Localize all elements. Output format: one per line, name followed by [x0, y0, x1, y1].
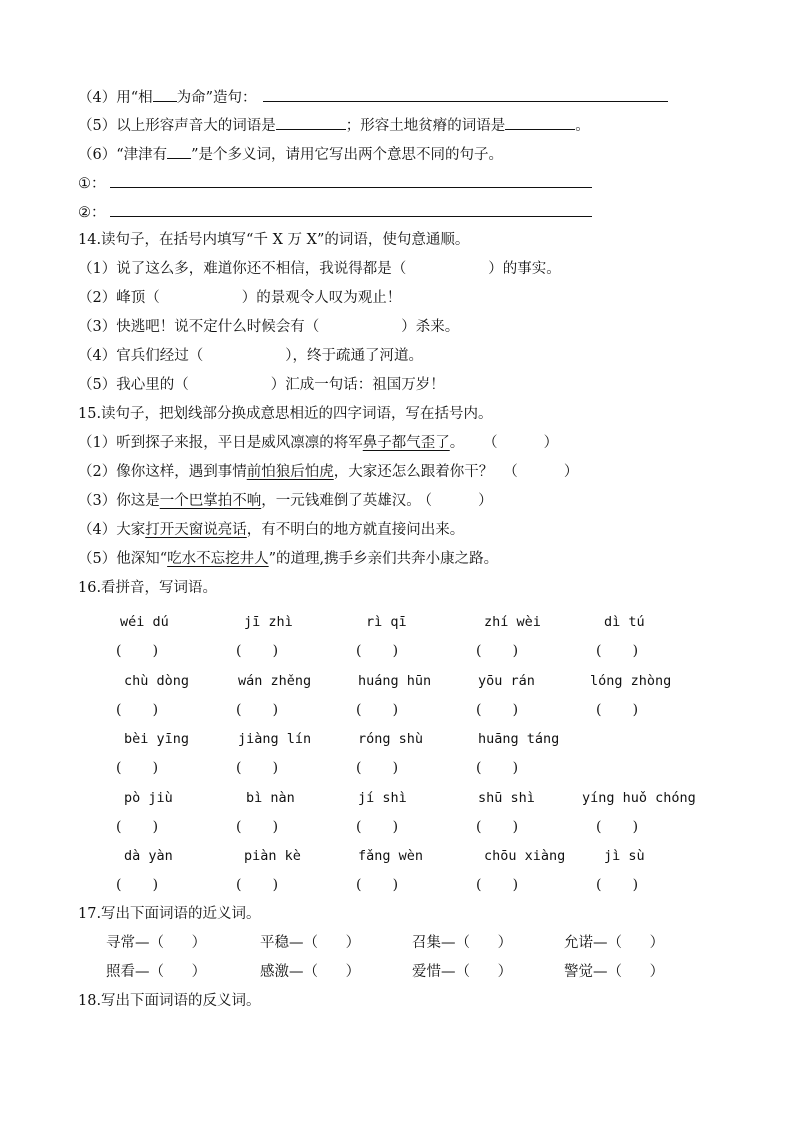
pinyin-answer-box[interactable]: ( ) [356, 760, 399, 776]
pinyin-answer-box[interactable]: ( ) [356, 702, 399, 718]
pinyin-answer-box[interactable]: ( ) [236, 643, 279, 659]
q15-item-5-pre: （5）他深知“ [78, 551, 168, 567]
pinyin-label: yōu rán [478, 673, 535, 689]
pinyin-label: lóng zhòng [590, 673, 672, 689]
q14-item-1-end: ）的事实。 [488, 261, 561, 277]
synonym-item[interactable]: 感激—（ ） [260, 964, 361, 980]
q15-item-1-pre: （1）听到探子来报，平日是威风凛凛的将军 [78, 435, 363, 451]
q14-title: 14.读句子，在括号内填写“千 X 万 X”的词语，使句意通顺。 [78, 232, 470, 248]
pinyin-answer-box[interactable]: ( ) [476, 643, 519, 659]
pinyin-label: piàn kè [244, 848, 301, 864]
pinyin-answer-box[interactable]: ( ) [596, 819, 639, 835]
pinyin-label: chōu xiàng [484, 848, 566, 864]
pinyin-label: wéi dú [120, 614, 169, 630]
pinyin-label: rì qī [366, 614, 407, 630]
q16-title: 16.看拼音，写词语。 [78, 580, 218, 596]
q13-answer-1-line[interactable] [110, 172, 592, 188]
pinyin-label: jí shì [358, 790, 407, 806]
pinyin-label: chù dòng [124, 673, 190, 689]
q15-item-1 [78, 433, 558, 453]
q14-item-3-end: ）杀来。 [401, 319, 460, 335]
q14-item-3 [78, 317, 459, 337]
q15-item-5 [78, 549, 498, 569]
q13-answer-1 [78, 172, 592, 194]
q13-item-4-mid: 为命”造句： [176, 90, 257, 106]
q15-item-4-post: ，有不明白的地方就直接问出来。 [246, 522, 465, 538]
pinyin-label: wán zhěng [238, 673, 312, 689]
pinyin-answer-box[interactable]: ( ) [116, 702, 159, 718]
q15-item-1-underlined: 鼻子都气歪了 [362, 435, 450, 451]
pinyin-label: jī zhì [244, 614, 293, 630]
q13-item-6 [78, 143, 503, 165]
q15-item-4-underlined: 打开天窗说亮话 [145, 522, 247, 538]
pinyin-answer-box[interactable]: ( ) [476, 702, 519, 718]
q14-item-4-end: ），终于疏通了河道。 [285, 348, 423, 364]
q17-title: 17.写出下面词语的近义词。 [78, 906, 261, 922]
pinyin-label: bì nàn [246, 790, 295, 806]
pinyin-answer-box[interactable]: ( ) [236, 702, 279, 718]
q15-title: 15.读句子，把划线部分换成意思相近的四字词语，写在括号内。 [78, 406, 493, 422]
q15-item-4-pre: （4）大家 [78, 522, 146, 538]
q13-answer-2 [78, 201, 592, 223]
q14-item-1-text: （1）说了这么多，难道你还不相信，我说得都是（ [78, 261, 407, 277]
pinyin-label: fǎng wèn [358, 848, 424, 864]
pinyin-answer-box[interactable]: ( ) [116, 760, 159, 776]
q14-item-4-text: （4）官兵们经过（ [78, 348, 204, 364]
pinyin-label: shū shì [478, 790, 535, 806]
pinyin-answer-box[interactable]: ( ) [476, 877, 519, 893]
synonym-item[interactable]: 召集—（ ） [412, 935, 513, 951]
q14-item-5 [78, 375, 445, 395]
q14-item-2 [78, 288, 401, 308]
pinyin-answer-box[interactable]: ( ) [236, 760, 279, 776]
pinyin-label: dì tú [604, 614, 645, 630]
pinyin-answer-box[interactable]: ( ) [116, 819, 159, 835]
q15-item-2-post: ，大家还怎么跟着你干？ [333, 464, 494, 480]
pinyin-label: zhí wèi [484, 614, 541, 630]
q15-item-4 [78, 520, 464, 540]
pinyin-answer-box[interactable]: ( ) [596, 643, 639, 659]
q13-item-4-blank-2[interactable] [263, 86, 668, 102]
q15-item-1-answer[interactable]: （ ） [490, 435, 559, 451]
q13-item-4-prefix: （4）用“相 [78, 90, 153, 106]
q15-item-2 [78, 462, 578, 482]
synonym-item[interactable]: 警觉—（ ） [564, 964, 665, 980]
synonym-item[interactable]: 允诺—（ ） [564, 935, 665, 951]
synonym-item[interactable]: 寻常—（ ） [106, 935, 207, 951]
pinyin-answer-box[interactable]: ( ) [356, 643, 399, 659]
pinyin-answer-box[interactable]: ( ) [116, 877, 159, 893]
pinyin-label: huáng hūn [358, 673, 432, 689]
q14-item-4 [78, 346, 423, 366]
pinyin-label: jiàng lín [238, 731, 312, 747]
q15-item-3-answer[interactable]: （ ） [424, 493, 493, 509]
pinyin-answer-box[interactable]: ( ) [236, 877, 279, 893]
q13-answer-1-label: ①： [78, 176, 106, 192]
q13-item-6-prefix: （6）“津津有 [78, 147, 168, 163]
pinyin-label: pò jiù [124, 790, 173, 806]
q15-item-2-pre: （2）像你这样，遇到事情 [78, 464, 247, 480]
q14-item-2-text: （2）峰顶（ [78, 290, 160, 306]
q13-answer-2-line[interactable] [110, 201, 592, 217]
q13-answer-2-label: ②： [78, 205, 106, 221]
q13-item-5 [78, 114, 590, 136]
q15-item-3-post: ，一元钱难倒了英雄汉。 [261, 493, 421, 509]
pinyin-answer-box[interactable]: ( ) [476, 760, 519, 776]
pinyin-answer-box[interactable]: ( ) [596, 877, 639, 893]
q14-item-3-text: （3）快逃吧！说不定什么时候会有（ [78, 319, 320, 335]
q15-item-1-post: 。 [449, 435, 465, 451]
pinyin-answer-box[interactable]: ( ) [356, 877, 399, 893]
q14-item-5-end: ）汇成一句话：祖国万岁！ [270, 377, 445, 393]
q15-item-3 [78, 491, 493, 511]
q15-item-3-underlined: 一个巴掌拍不响 [159, 493, 262, 509]
q13-item-5-end: 。 [575, 118, 590, 134]
q13-item-5-part2: ；形容土地贫瘠的词语是 [345, 118, 506, 134]
pinyin-label: róng shù [358, 731, 424, 747]
q15-item-5-post: ”的道理,携手乡亲们共奔小康之路。 [268, 551, 499, 567]
pinyin-label: huāng táng [478, 731, 560, 747]
q14-item-2-end: ）的景观令人叹为观止！ [241, 290, 402, 306]
q13-item-4-blank-1[interactable] [153, 86, 177, 102]
synonym-item[interactable]: 平稳—（ ） [260, 935, 361, 951]
pinyin-label: dà yàn [124, 848, 173, 864]
synonym-item[interactable]: 爱惜—（ ） [412, 964, 513, 980]
q14-item-5-text: （5）我心里的（ [78, 377, 189, 393]
q13-item-5-blank-2[interactable] [505, 114, 575, 130]
q18-title: 18.写出下面词语的反义词。 [78, 993, 261, 1009]
pinyin-label: jì sù [604, 848, 645, 864]
q13-item-5-part1: （5）以上形容声音大的词语是 [78, 118, 276, 134]
q15-item-5-underlined: 吃水不忘挖井人 [167, 551, 269, 567]
pinyin-answer-box[interactable]: ( ) [236, 819, 279, 835]
q13-item-6-suffix: ”是个多义词，请用它写出两个意思不同的句子。 [191, 147, 504, 163]
pinyin-label: bèi yīng [124, 731, 190, 747]
q14-item-1 [78, 259, 561, 279]
q15-item-2-underlined: 前怕狼后怕虎 [246, 464, 334, 480]
pinyin-answer-box[interactable]: ( ) [116, 643, 159, 659]
pinyin-answer-box[interactable]: ( ) [476, 819, 519, 835]
q13-item-6-blank[interactable] [167, 143, 191, 159]
synonym-item[interactable]: 照看—（ ） [106, 964, 207, 980]
q15-item-3-pre: （3）你这是 [78, 493, 160, 509]
q13-item-5-blank-1[interactable] [276, 114, 346, 130]
pinyin-label: yíng huǒ chóng [582, 790, 696, 806]
q15-item-2-answer[interactable]: （ ） [503, 464, 579, 480]
pinyin-answer-box[interactable]: ( ) [356, 819, 399, 835]
pinyin-answer-box[interactable]: ( ) [596, 702, 639, 718]
q13-item-4 [78, 86, 668, 108]
